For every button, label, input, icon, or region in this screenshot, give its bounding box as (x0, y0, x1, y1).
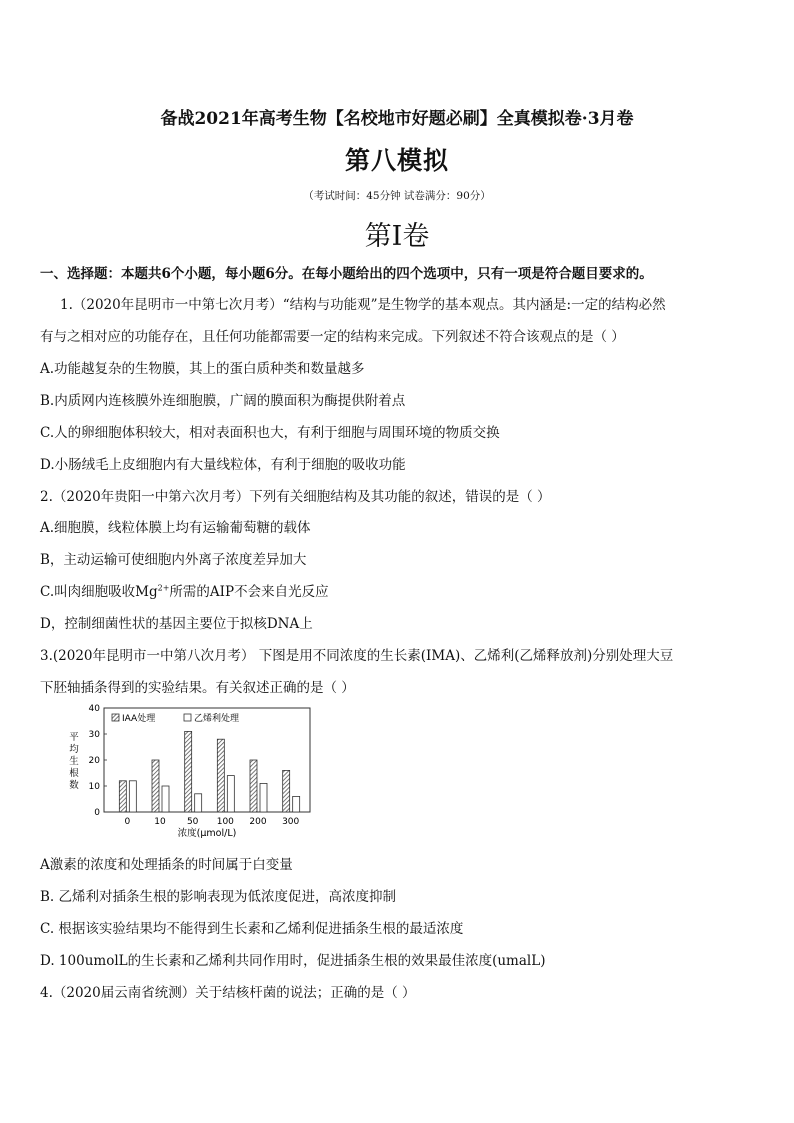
y-axis-label-char: 生 (69, 756, 79, 767)
x-tick-label: 50 (186, 817, 199, 827)
question-1-option-b: B.内质网内连核膜外连细胞膜，广阔的膜面积为酶提供附着点 (40, 393, 406, 409)
bar-iaa (152, 760, 159, 812)
x-tick-label: 300 (282, 817, 300, 827)
legend (112, 712, 239, 724)
y-tick-label: 20 (88, 756, 100, 766)
question-2-option-c-tail: 所需的AIP不会来自光反应 (169, 584, 329, 600)
bar-ethylene (293, 796, 300, 812)
question-2-option-a: A.细胞膜，线粒体膜上均有运输葡萄糖的载体 (40, 520, 311, 536)
question-4-stem: 4.（2020届云南省统测）关于结核杆菌的说法；正确的是（ ） (40, 985, 416, 1001)
legend-label-ethylene: 乙烯利处理 (194, 714, 240, 724)
question-2-option-d: D，控制细菌性状的基因主要位于拟核DNA上 (40, 616, 313, 632)
bar-iaa (217, 739, 224, 812)
x-axis-label: 浓度(μmol/L) (177, 828, 237, 839)
y-axis-label-char: 数 (69, 780, 79, 791)
y-axis-label-char: 平 (69, 732, 79, 743)
bar-ethylene (227, 776, 234, 812)
rooting-bar-chart (60, 702, 320, 842)
volume-heading: 第Ⅰ卷 (364, 221, 430, 252)
question-2-option-c (40, 580, 329, 600)
question-3-stem-line-2: 下胚轴插条得到的实验结果。有关叙述正确的是（ ） (40, 680, 355, 696)
bar-ethylene (195, 794, 202, 812)
x-tick-label: 0 (124, 817, 131, 827)
question-1-stem-line-1: 1.（2020年昆明市一中第七次月考）“结构与功能观”是生物学的基本观点。其内涵是:一定的结构必然 (60, 297, 666, 313)
document-title: 备战2021年高考生物【名校地市好题必刷】全真模拟卷·3月卷 (160, 109, 634, 129)
question-3-option-a: A激素的浓度和处理插条的时间属于白变量 (40, 857, 293, 873)
bar-iaa (119, 781, 126, 812)
question-3-option-c: C. 根据该实验结果均不能得到生长素和乙烯利促进插条生根的最适浓度 (40, 921, 464, 937)
y-tick-label: 0 (94, 808, 100, 818)
x-tick-label: 10 (154, 817, 166, 827)
question-1-option-d: D.小肠绒毛上皮细胞内有大量线粒体，有利于细胞的吸收功能 (40, 457, 406, 473)
y-tick-label: 10 (88, 782, 100, 792)
bar-iaa (250, 760, 257, 812)
x-axis-ticks (124, 817, 299, 827)
question-3-stem-line-1: 3.(2020年昆明市一中第八次月考） 下图是用不同浓度的生长素(IMA)、乙烯利(乙烯释放剂)分别处理大豆 (40, 648, 674, 664)
question-1-option-a: A.功能越复杂的生物膜，其上的蛋白质种类和数量越多 (40, 361, 365, 377)
x-tick-label: 200 (249, 817, 267, 827)
legend-swatch-ethylene (184, 714, 191, 721)
question-3-option-b: B. 乙烯利对插条生根的影响表现为低浓度促进，高浓度抑制 (40, 889, 397, 905)
question-2-option-c-head: C.叫肉细胞吸收Mg (40, 584, 158, 600)
question-1-stem-line-2: 有与之相对应的功能存在，且任何功能都需要一定的结构来完成。下列叙述不符合该观点的是（ ） (40, 329, 625, 345)
bar-iaa (185, 731, 192, 812)
question-2-option-c-superscript: 2+ (157, 583, 170, 593)
mock-exam-title: 第八模拟 (344, 146, 449, 175)
bar-ethylene (162, 786, 169, 812)
question-2-stem: 2.（2020年贵阳一中第六次月考）下列有关细胞结构及其功能的叙述，错误的是（ ） (40, 489, 551, 505)
question-2-option-b: B，主动运输可使细胞内外离子浓度差异加大 (40, 552, 307, 568)
legend-swatch-iaa (112, 714, 119, 721)
y-axis-label-char: 均 (69, 744, 79, 755)
bars (119, 731, 299, 812)
question-3-option-d: D. 100umolL的生长素和乙烯利共同作用时，促进插条生根的效果最佳浓度(umalL) (40, 953, 546, 969)
exam-info: （考试时间：45分钟 试卷满分：90分） (303, 190, 491, 202)
x-tick-label: 100 (216, 817, 234, 827)
legend-label-iaa: IAA处理 (122, 714, 156, 724)
y-axis-label (69, 732, 79, 791)
bar-iaa (283, 770, 290, 812)
y-tick-label: 30 (88, 730, 100, 740)
section-instructions: 一、选择题：本题共6个小题，每小题6分。在每小题给出的四个选项中，只有一项是符合题目要求的。 (40, 266, 653, 282)
bar-ethylene (260, 783, 267, 812)
y-tick-label: 40 (88, 704, 100, 714)
question-1-option-c: C.人的卵细胞体积较大，相对表面积也大，有利于细胞与周围环境的物质交换 (40, 425, 500, 441)
y-axis-label-char: 根 (69, 768, 79, 779)
bar-ethylene (129, 781, 136, 812)
